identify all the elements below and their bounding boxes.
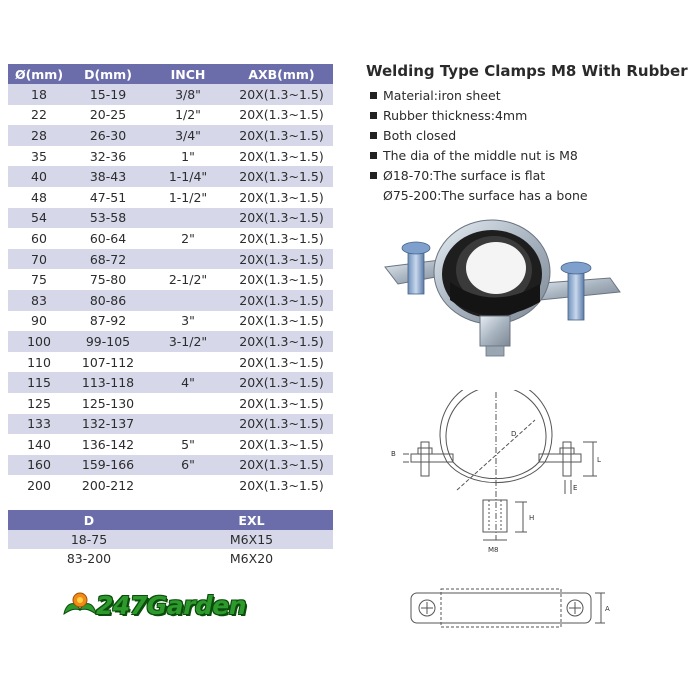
table-cell [146,249,230,270]
table-cell: 125-130 [70,393,146,414]
table-cell: 20X(1.3~1.5) [230,125,333,146]
table-cell: 140 [8,434,70,455]
table-row [8,311,333,332]
table-cell: 15-19 [70,84,146,105]
label-m8: M8 [488,546,499,554]
table-cell: 83 [8,290,70,311]
table-cell: 20-25 [70,105,146,126]
technical-drawing-front-view [385,390,605,560]
table-row [8,208,333,229]
label-a: A [605,605,610,613]
bolt-table [8,510,333,568]
table-cell: 132-137 [70,414,146,435]
table-row [8,372,333,393]
table-cell: 3" [146,311,230,332]
table-cell: M6X15 [170,530,333,549]
table-cell: 20X(1.3~1.5) [230,146,333,167]
label-d: D [511,430,517,438]
header-diameter: Ø(mm) [8,64,70,84]
table-cell: 125 [8,393,70,414]
table-cell: 80-86 [70,290,146,311]
table-cell: 54 [8,208,70,229]
table-cell: 2" [146,228,230,249]
table-cell: 18 [8,84,70,105]
table-row [8,393,333,414]
table-row [8,549,333,568]
leaf-flower-icon [62,590,98,622]
table-cell: 20X(1.3~1.5) [230,331,333,352]
table-cell: M6X20 [170,549,333,568]
table-cell: 20X(1.3~1.5) [230,414,333,435]
table-cell: 5" [146,434,230,455]
header-d-range: D(mm) [70,64,146,84]
table-row [8,530,333,549]
header-d: D [8,510,170,530]
table-cell: 160 [8,455,70,476]
feature-item: Rubber thickness:4mm [370,106,588,126]
table-row [8,166,333,187]
table-row [8,125,333,146]
table-cell: 53-58 [70,208,146,229]
table-cell: 26-30 [70,125,146,146]
table-row [8,331,333,352]
table-cell [146,352,230,373]
table-cell: 20X(1.3~1.5) [230,434,333,455]
table-cell: 38-43 [70,166,146,187]
header-axb: AXB(mm) [230,64,333,84]
table-cell: 4" [146,372,230,393]
brand-logo [62,590,247,622]
feature-item: Both closed [370,126,588,146]
table-row [8,269,333,290]
table-cell: 20X(1.3~1.5) [230,187,333,208]
table-cell: 159-166 [70,455,146,476]
table-cell: 20X(1.3~1.5) [230,393,333,414]
table-row [8,475,333,496]
square-bullet-icon [370,172,377,179]
table-cell: 20X(1.3~1.5) [230,455,333,476]
table-row [8,455,333,476]
feature-item: Ø18-70:The surface is flat [370,166,588,186]
square-bullet-icon [370,132,377,139]
table-cell: 75 [8,269,70,290]
table-cell: 3-1/2" [146,331,230,352]
table-cell: 136-142 [70,434,146,455]
feature-item: Material:iron sheet [370,86,588,106]
table-row [8,84,333,105]
table-cell: 20X(1.3~1.5) [230,372,333,393]
table-row [8,290,333,311]
square-bullet-icon [370,152,377,159]
table-cell: 115 [8,372,70,393]
table-cell: 6" [146,455,230,476]
table-cell: 113-118 [70,372,146,393]
table-row [8,187,333,208]
table-cell: 20X(1.3~1.5) [230,84,333,105]
table-cell: 28 [8,125,70,146]
table-cell: 200 [8,475,70,496]
table-cell: 22 [8,105,70,126]
table-cell: 35 [8,146,70,167]
table-cell: 133 [8,414,70,435]
table-row [8,434,333,455]
table-row [8,249,333,270]
table-cell: 107-112 [70,352,146,373]
table-row [8,146,333,167]
table-cell: 32-36 [70,146,146,167]
table-cell: 20X(1.3~1.5) [230,166,333,187]
table-row [8,414,333,435]
table-cell: 47-51 [70,187,146,208]
table-cell: 20X(1.3~1.5) [230,290,333,311]
table-cell [146,393,230,414]
table-cell: 83-200 [8,549,170,568]
table-cell: 99-105 [70,331,146,352]
table-cell: 20X(1.3~1.5) [230,475,333,496]
table-cell: 68-72 [70,249,146,270]
table-cell: 2-1/2" [146,269,230,290]
table-cell [146,475,230,496]
table-cell: 18-75 [8,530,170,549]
table-cell: 60 [8,228,70,249]
table-row [8,105,333,126]
header-exl: EXL [170,510,333,530]
table-cell: 1-1/2" [146,187,230,208]
table-cell: 3/4" [146,125,230,146]
clamp-product-photo [380,212,650,362]
table-cell [146,414,230,435]
table-cell: 20X(1.3~1.5) [230,249,333,270]
table-cell: 48 [8,187,70,208]
table-cell: 1-1/4" [146,166,230,187]
feature-item: The dia of the middle nut is M8 [370,146,588,166]
table-cell [146,208,230,229]
table-cell: 75-80 [70,269,146,290]
table-cell [146,290,230,311]
table-cell: 20X(1.3~1.5) [230,269,333,290]
table-cell: 20X(1.3~1.5) [230,105,333,126]
table-cell: 1/2" [146,105,230,126]
table-cell: 90 [8,311,70,332]
bolt-table-header-row [8,510,333,530]
label-l: L [597,456,601,464]
table-cell: 20X(1.3~1.5) [230,228,333,249]
table-cell: 20X(1.3~1.5) [230,311,333,332]
table-cell: 20X(1.3~1.5) [230,208,333,229]
table-cell: 110 [8,352,70,373]
header-inch: INCH [146,64,230,84]
feature-item-continuation: Ø75-200:The surface has a bone [383,188,588,203]
feature-list [370,86,588,206]
label-e: E [573,484,578,492]
table-cell: 3/8" [146,84,230,105]
logo-text: 247Garden [96,591,247,620]
label-h: H [529,514,535,522]
product-title: Welding Type Clamps M8 With Rubber [366,62,688,80]
table-cell: 70 [8,249,70,270]
table-row [8,228,333,249]
table-cell: 87-92 [70,311,146,332]
table-cell: 40 [8,166,70,187]
table-cell: 60-64 [70,228,146,249]
table-cell: 100 [8,331,70,352]
table-cell: 200-212 [70,475,146,496]
spec-table [8,64,333,496]
square-bullet-icon [370,112,377,119]
spec-table-body [8,84,333,496]
table-cell: 20X(1.3~1.5) [230,352,333,373]
technical-drawing-top-view [405,585,625,635]
bolt-table-body [8,530,333,568]
table-row [8,352,333,373]
square-bullet-icon [370,92,377,99]
spec-table-header-row [8,64,333,84]
table-cell: 1" [146,146,230,167]
label-b: B [391,450,396,458]
